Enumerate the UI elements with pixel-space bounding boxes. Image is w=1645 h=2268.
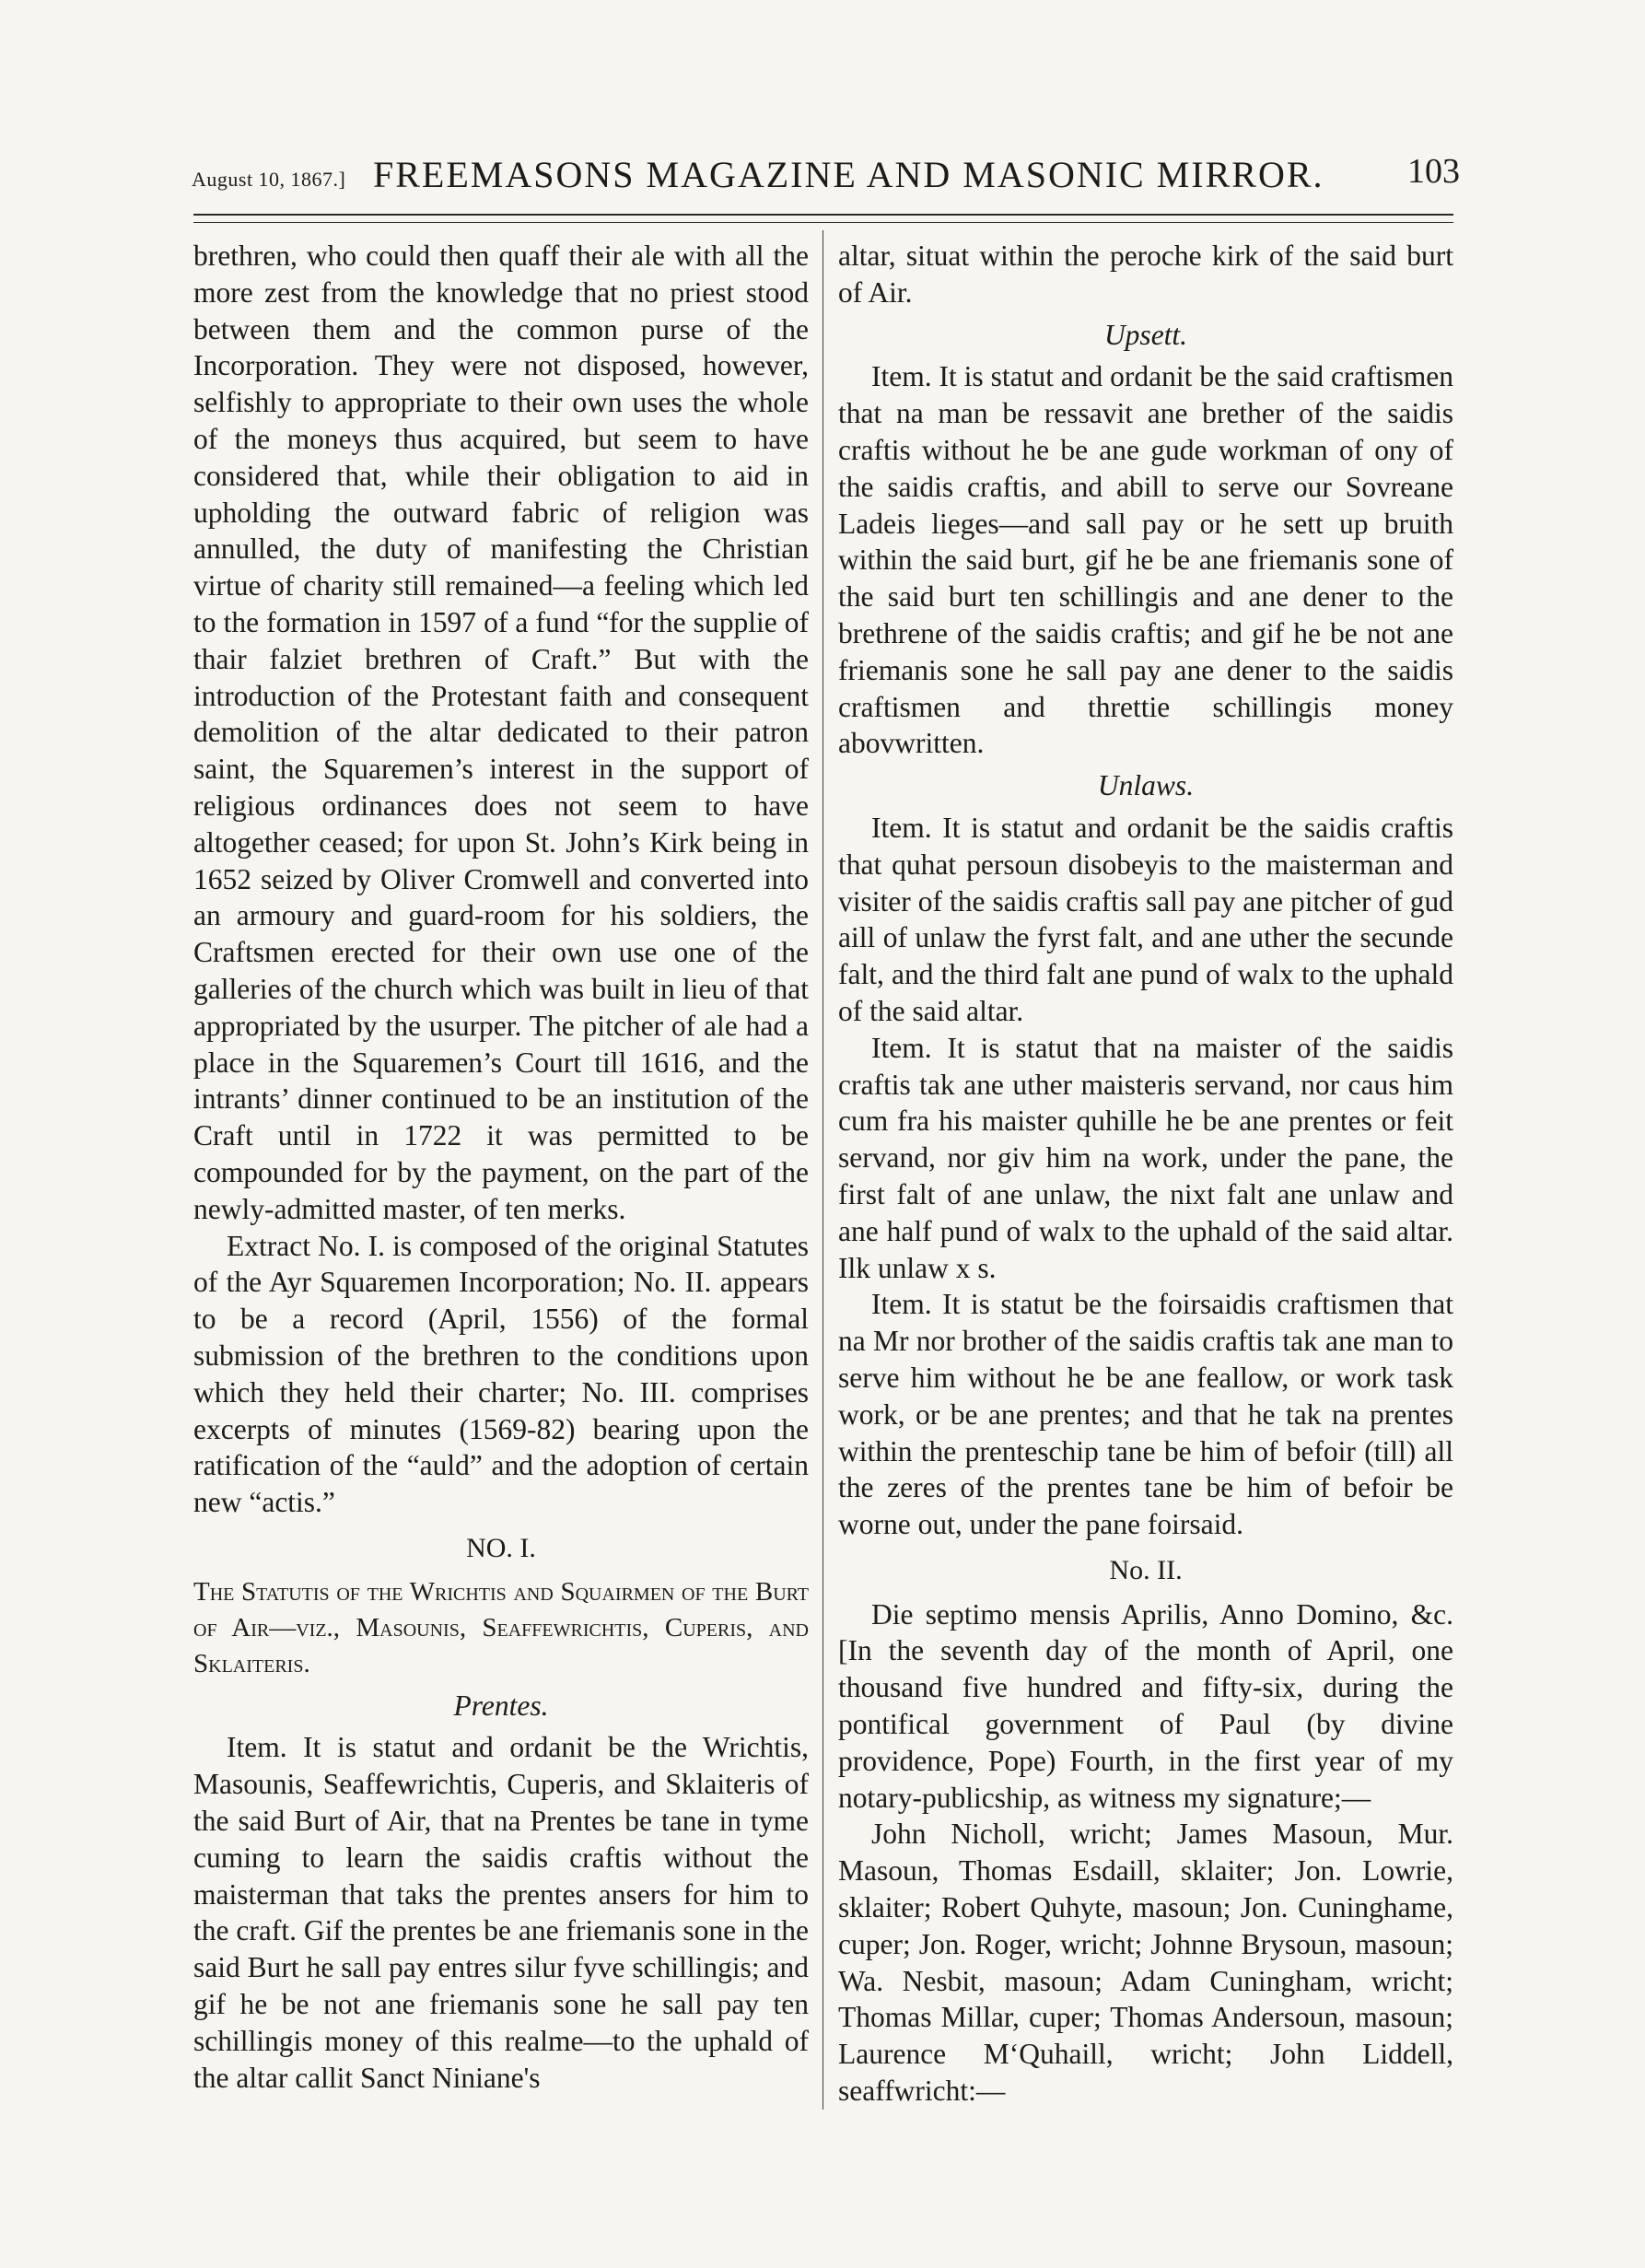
column-divider [822,230,823,2110]
header-rule-bottom [193,222,1453,223]
subheading-upsett: Upsett. [1103,318,1188,351]
right-paragraph-4: Item. It is statut that na maister of the saidis craftis tak ane uther maisteris servand, nor caus him cum fra his maister quhille he be ane prentes or feit servand, nor giv him na work, under the pane, the first falt of ane unlaw, the nixt falt ane unlaw and ane half pund of walx to the uphald of the said altar. Ilk unlaw x s. [838,1031,1453,1284]
magazine-title: FREEMASONS MAGAZINE AND MASONIC MIRROR. [373,154,1324,195]
left-paragraph-2: Extract No. I. is composed of the original Statutes of the Ayr Squaremen Incorporation; No. II. appears to be a record (April, 1556) of the formal submission of the brethren to the conditions upon which they held their charter; No. III. comprises excerpts of minutes (1569-82) bearing upon the ratification of the “auld” and the adoption of certain new “actis.” [193,1229,809,1519]
right-paragraph-7: John Nicholl, wricht; James Masoun, Mur. Masoun, Thomas Esdaill, sklaiter; Jon. Lowrie, sklaiter; Robert Quhyte, masoun; Jon. Cuninghame, cuper; Jon. Roger, wricht; Johnne Brysoun, masoun; Wa. Nesbit, masoun; Adam Cuningham, wricht; Thomas Millar, cuper; Thomas Andersoun, masoun; Laurence M‘Quhaill, wricht; John Liddell, seaffwricht:— [838,1818,1453,2108]
header-rule-top [193,214,1453,216]
issue-date: August 10, 1867.] [192,168,346,191]
right-paragraph-2: Item. It is statut and ordanit be the said craftismen that na man be ressavit ane brether of the saidis craftis without he be ane gude workman of ony of the saidis craftis, and abill to serve our Sovreane Ladeis lieges—and sall pay or he sett up bruith within the said burt, gif he be ane friemanis sone of the said burt ten schillingis and ane dener to the brethrene of the saidis craftis; and gif he be not ane friemanis sone he sall pay ane dener to the saidis craftismen and threttie schillingis money abovwritten. [838,360,1453,760]
page-header [184,147,1460,203]
page-number: 103 [1407,152,1460,191]
right-paragraph-1: altar, situat within the peroche kirk of the said burt of Air. [838,240,1453,309]
left-column [193,238,809,2096]
left-paragraph-1: brethren, who could then quaff their ale with all the more zest from the knowledge that no priest stood between them and the common purse of the Incorporation. They were not disposed, however, selfishly to appropriate to their own uses the whole of the moneys thus acquired, but seem to have considered that, while their obligation to aid in upholding the outward fabric of religion was annulled, the duty of manifesting the Christian virtue of charity still remained—a feeling which led to the formation in 1597 of a fund “for the supplie of thair falziet brethren of Craft.” But with the introduction of the Protestant faith and consequent demolition of the altar dedicated to their patron saint, the Squaremen’s interest in the support of religious ordinances does not seem to have altogether ceased; for upon St. John’s Kirk being in 1652 seized by Oliver Cromwell and converted into an armoury and guard-room for his soldiers, the Craftsmen erected for their own use one of the galleries of the church which was built in lieu of that appropriated by the usurper. The pitcher of ale had a place in the Squaremen’s Court till 1616, and the intrants’ dinner continued to be an institution of the Craft until in 1722 it was permitted to be compounded for by the payment, on the part of the newly-admitted master, of ten merks. [193,240,809,1225]
right-paragraph-3: Item. It is statut and ordanit be the saidis craftis that quhat persoun disobeyis to the maisterman and visiter of the saidis craftis sall pay ane pitcher of gud aill of unlaw the fyrst falt, and ane uther the secunde falt, and the third falt ane pund of walx to the uphald of the said altar. [838,811,1453,1027]
section-heading-no2: No. II. [1109,1554,1183,1585]
section-heading-no1: NO. I. [466,1532,536,1563]
statutis-title: The Statutis of the Wrichtis and Squairmen of the Burt of Air—viz., Masounis, Seaffewrichtis, Cuperis, and Sklaiteris. [193,1576,809,1678]
right-paragraph-6: Die septimo mensis Aprilis, Anno Domino, &c. [In the seventh day of the month of April, one thousand five hundred and fifty-six, during the pontifical government of Paul (by divine providence, Pope) Fourth, in the first year of my notary-publicship, as witness my signature;— [838,1597,1453,1814]
subheading-prentes: Prentes. [453,1689,549,1722]
right-paragraph-5: Item. It is statut be the foirsaidis craftismen that na Mr nor brother of the saidis craftis tak ane man to serve him without he be ane feallow, or work task work, or be ane prentes; and that he tak na prentes within the prenteschip tane be him of befoir (till) all the zeres of the prentes tane be him of befoir be worne out, under the pane foirsaid. [838,1288,1453,1541]
right-column [838,238,1453,2110]
subheading-unlaws: Unlaws. [1097,769,1195,802]
left-paragraph-3: Item. It is statut and ordanit be the Wrichtis, Masounis, Seaffewrichtis, Cuperis, and Sklaiteris of the said Burt of Air, that na Prentes be tane in tyme cuming to learn the saidis craftis without the maisterman that taks the prentes ansers for him to the craft. Gif the prentes be ane friemanis sone in the said Burt he sall pay entres silur fyve schillingis; and gif he be not ane friemanis sone he sall pay ten schillingis money of this realme—to the uphald of the altar callit Sanct Niniane's [193,1731,809,2094]
